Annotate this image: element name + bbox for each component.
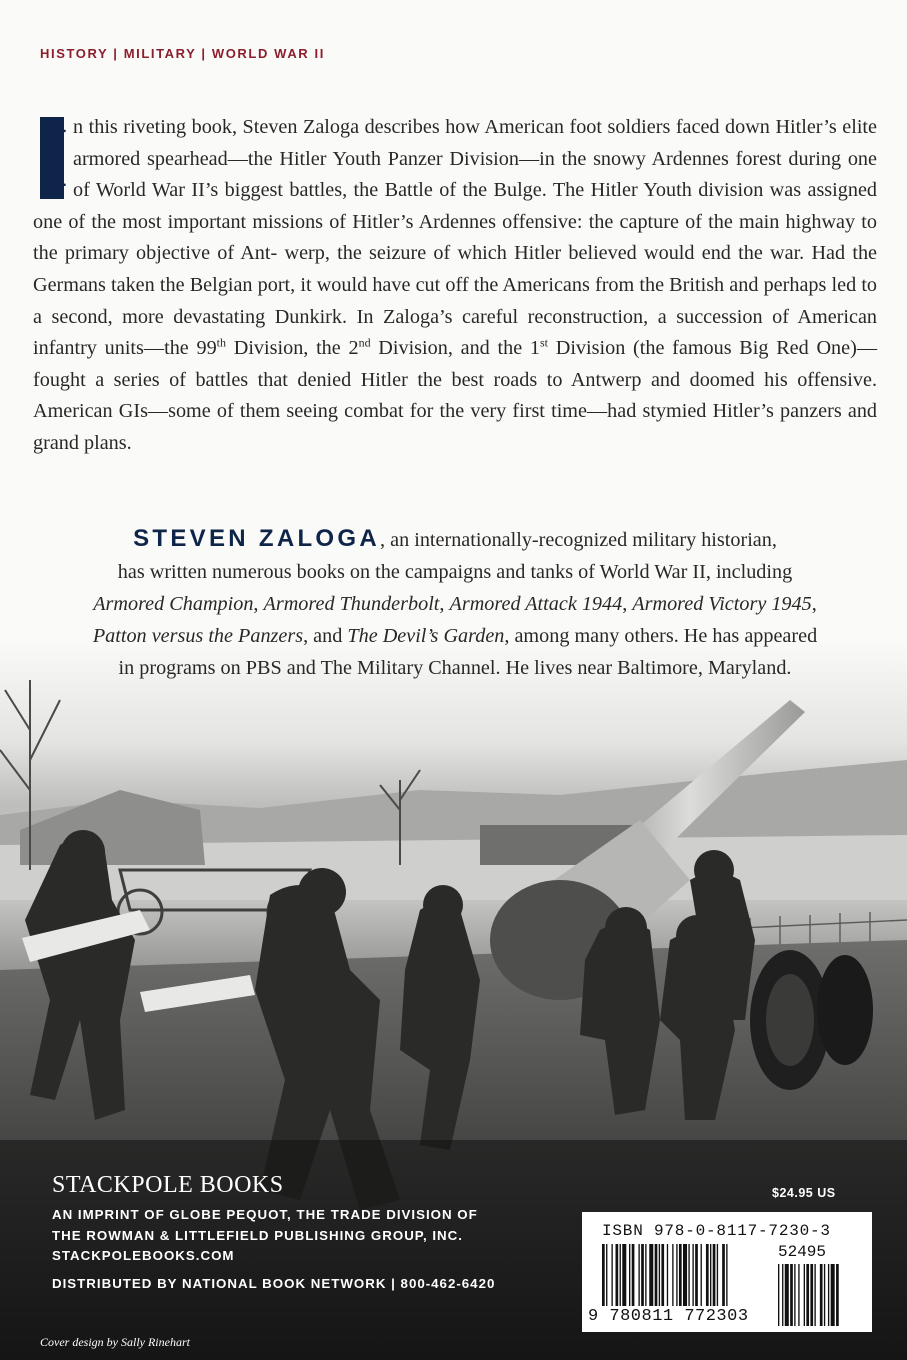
isbn-barcode [582, 1212, 872, 1332]
book-title: The Devil’s Garden [347, 625, 505, 647]
book-title: Armored Victory 1945 [632, 593, 812, 615]
addon-bar [804, 1264, 805, 1326]
addon-bar [831, 1264, 835, 1326]
barcode-bar [606, 1244, 607, 1306]
barcode-bar [629, 1244, 630, 1306]
barcode-bar [692, 1244, 693, 1306]
barcode-digits: 9 780811 772303 [588, 1307, 749, 1326]
barcode-bar [726, 1244, 727, 1306]
publisher-name: STACKPOLE BOOKS [52, 1172, 284, 1198]
addon-bar [820, 1264, 823, 1326]
barcode-bar [676, 1244, 677, 1306]
blurb-line: for the very first time—had stymied Hitler’s panzers and grand plans. [33, 400, 878, 454]
author-bio-line: Patton versus the Panzers, and The Devil’s Garden, among many others. He has appeared [92, 625, 818, 647]
barcode-bar [683, 1244, 687, 1306]
blurb-line: Division [548, 337, 626, 360]
isbn-number: ISBN 978-0-8117-7230-3 [602, 1222, 831, 1240]
book-title: Armored Thunderbolt [263, 593, 440, 615]
drop-cap-space [33, 109, 73, 205]
barcode-bar [710, 1244, 711, 1306]
barcode-bar [695, 1244, 698, 1306]
addon-bar [824, 1264, 825, 1326]
addon-bar [836, 1264, 839, 1326]
publisher-imprint-line: AN IMPRINT OF GLOBE PEQUOT, THE TRADE DIVISION OF [52, 1207, 478, 1222]
barcode-bar [722, 1244, 725, 1306]
barcode-bar [620, 1244, 621, 1306]
blurb-line: of American infantry units—the 99 [33, 305, 878, 360]
addon-bar [828, 1264, 829, 1326]
addon-bar [785, 1264, 789, 1326]
blurb-line: Ardennes offensive: the capture of the main highway to the primary objective of Ant- [33, 210, 877, 265]
author-bio-line: Armored Champion, Armored Thunderbolt, Armored Attack 1944, Armored Victory 1945, [93, 593, 817, 615]
author-bio-line: in programs on PBS and The Military Channel. He lives near Baltimore, Maryland. [118, 657, 792, 679]
cover-design-credit: Cover design by Sally Rinehart [40, 1335, 190, 1349]
book-title: Armored Champion [93, 593, 254, 615]
category-label: HISTORY | MILITARY | WORLD WAR II [40, 46, 325, 61]
barcode-bar [611, 1244, 612, 1306]
barcode-bar [641, 1244, 644, 1306]
blurb-line: The Hitler Youth division was assigned one of the most important missions of Hitler’s [33, 179, 878, 233]
addon-bar [782, 1264, 783, 1326]
ordinal-suffix: nd [358, 335, 371, 350]
blurb-line: Division, the 2 [226, 337, 359, 360]
barcode-bar [717, 1244, 718, 1306]
price-label: $24.95 US [772, 1186, 836, 1200]
barcode-bar [661, 1244, 664, 1306]
barcode-bar [638, 1244, 639, 1306]
blurb-line: to Antwerp and doomed his offensive. American GIs—some of them seeing combat [33, 368, 877, 423]
barcode-bar [672, 1244, 673, 1306]
barcode-bar [713, 1244, 716, 1306]
barcode-bar [659, 1244, 660, 1306]
barcode-bar [622, 1244, 626, 1306]
author-bio-line: STEVEN ZALOGA, an internationally-recognized military historian, [133, 525, 777, 552]
barcode-bar [679, 1244, 682, 1306]
price-addon-code: 52495 [778, 1243, 827, 1261]
barcode-bar [655, 1244, 658, 1306]
barcode-bar [645, 1244, 646, 1306]
blurb-line: werp, the seizure of which Hitler believed would end the war. Had the Germans taken [33, 242, 877, 296]
blurb-line: (the famous Big Red One)—fought a series of battles that denied Hitler the best roads [33, 337, 878, 391]
blurb-line: Hitler’s elite armored spearhead—the Hitler Youth Panzer Division—in the snowy [73, 116, 878, 170]
distributor-line: DISTRIBUTED BY NATIONAL BOOK NETWORK | 800-462-6420 [52, 1276, 496, 1291]
book-description [33, 109, 878, 460]
addon-bar [794, 1264, 795, 1326]
addon-bar [814, 1264, 815, 1326]
barcode-bar [701, 1244, 702, 1306]
barcode-bar [616, 1244, 619, 1306]
addon-bar [806, 1264, 809, 1326]
author-bio [33, 523, 877, 684]
addon-bar [810, 1264, 813, 1326]
blurb-line: to a second, more devastating Dunkirk. In Zaloga’s careful reconstruction, a succession [33, 273, 878, 328]
ordinal-suffix: st [540, 335, 549, 350]
author-name: STEVEN ZALOGA [133, 525, 381, 552]
author-bio-line: has written numerous books on the campaigns and tanks of World War II, including [117, 561, 793, 583]
book-title: Patton versus the Panzers [92, 625, 304, 647]
addon-bar [790, 1264, 793, 1326]
barcode-bar [667, 1244, 668, 1306]
publisher-website: STACKPOLEBOOKS.COM [52, 1248, 235, 1263]
ordinal-suffix: th [216, 335, 227, 350]
drop-cap-letter: I [40, 109, 69, 205]
blurb-line: the Belgian port, it would have cut off the Americans from the British and perhaps led [159, 273, 857, 296]
book-title: Armored Attack 1944 [449, 593, 623, 615]
addon-bar [798, 1264, 799, 1326]
blurb-line: Ardennes forest during one of World War II’s biggest battles, the Battle of the Bulge. [73, 147, 877, 202]
barcode-bar [649, 1244, 653, 1306]
barcode-bar [688, 1244, 689, 1306]
barcode-bar [632, 1244, 635, 1306]
barcode-bar [602, 1244, 605, 1306]
blurb-line: n this riveting book, Steven Zaloga describes how American foot soldiers faced down [73, 116, 770, 138]
addon-bar [778, 1264, 779, 1326]
blurb-line: Division, and the 1 [370, 337, 540, 360]
publisher-imprint-line: THE ROWMAN & LITTLEFIELD PUBLISHING GROUP, INC. [52, 1228, 463, 1243]
barcode-bar [706, 1244, 709, 1306]
